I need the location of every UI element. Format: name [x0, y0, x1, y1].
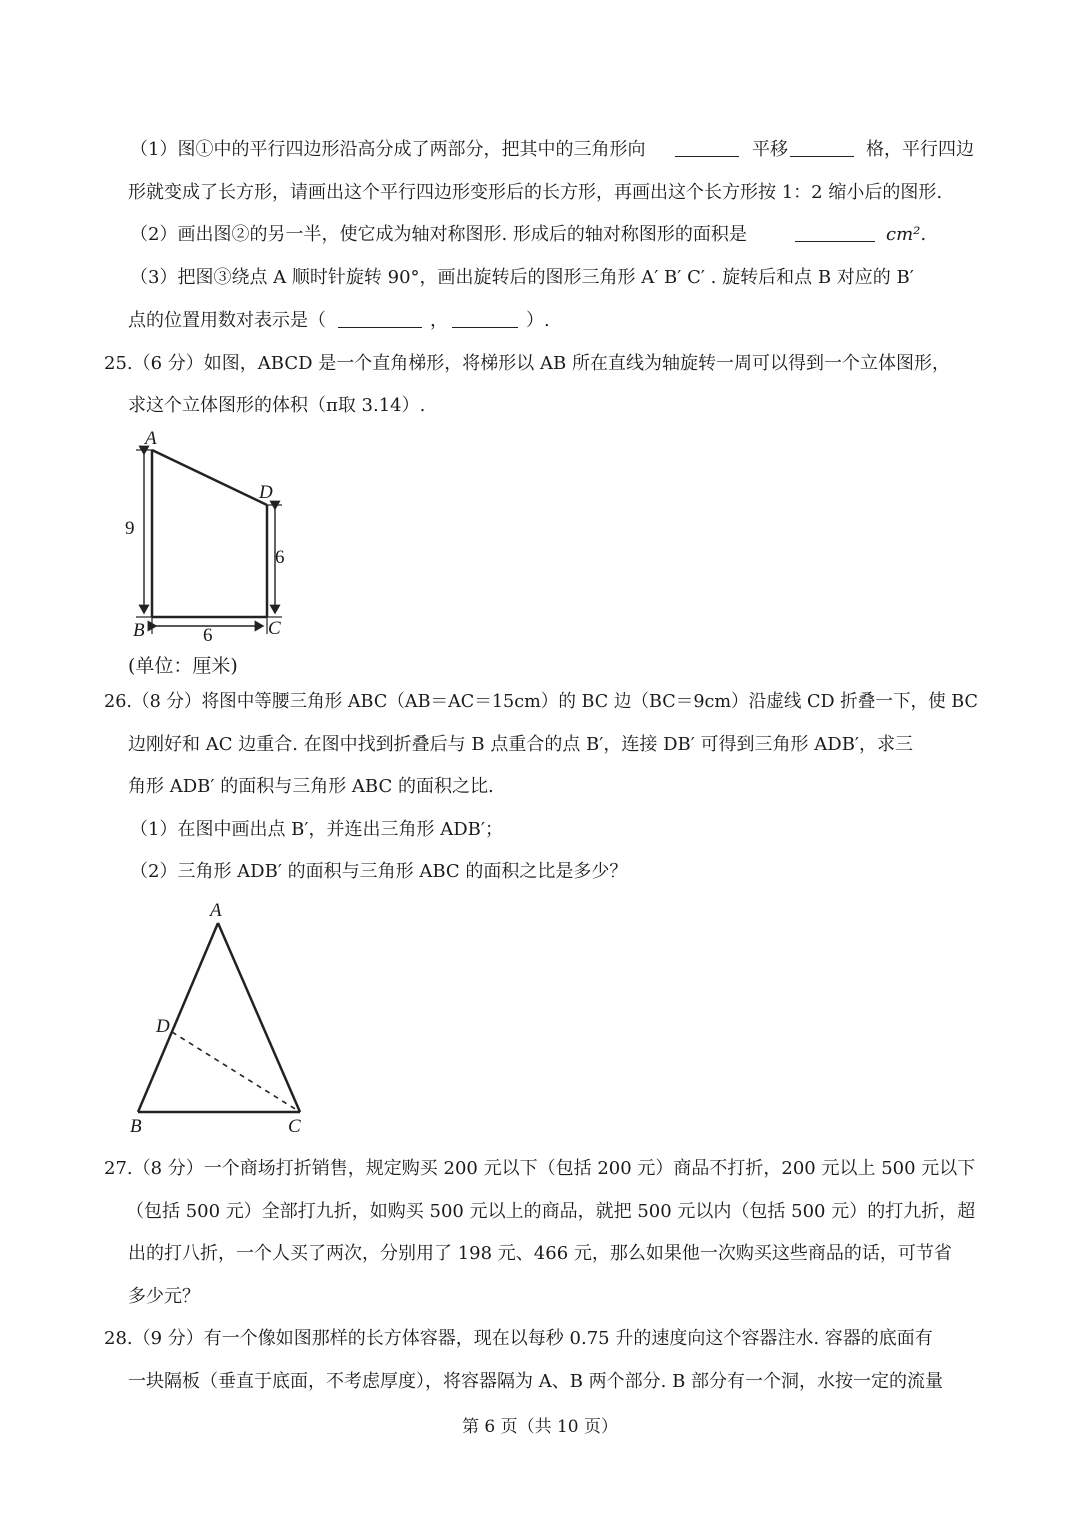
trapezoid-label-d: D	[259, 482, 273, 503]
q26-text-line1: 26.（8 分）将图中等腰三角形 ABC（AB＝AC＝15cm）的 BC 边（BC＝9cm）沿虚线 CD 折叠一下，使 BC	[104, 691, 979, 712]
q24-part3-text-line1: （3）把图③绕点 A 顺时针旋转 90°，画出旋转后的图形三角形 A′ B′ C′ . 旋转后和点 B 对应的 B′	[130, 267, 914, 288]
q24-part1-text-b: 平移	[752, 139, 788, 160]
fold-line-cd	[172, 1032, 300, 1112]
q24-part1-text-a: （1）图①中的平行四边形沿高分成了两部分，把其中的三角形向	[130, 139, 646, 160]
q26-sub2-text: （2）三角形 ADB′ 的面积与三角形 ABC 的面积之比是多少？	[130, 861, 628, 882]
q24-part1-text-line2: 形就变成了长方形，请画出这个平行四边形变形后的长方形，再画出这个长方形按 1：2 缩小后的图形.	[128, 182, 943, 203]
page-footer: 第 6 页（共 10 页）	[461, 1417, 619, 1437]
trapezoid-side-ad	[152, 450, 267, 505]
q25-text-line1: 25.（6 分）如图，ABCD 是一个直角梯形，将梯形以 AB 所在直线为轴旋转一周可以得到一个立体图形，	[104, 353, 950, 374]
q28-text-line2: 一块隔板（垂直于底面，不考虑厚度），将容器隔为 A、B 两个部分. B 部分有一个洞，水按一定的流量	[128, 1371, 944, 1392]
q24-part3-text-a: 点的位置用数对表示是（	[128, 310, 326, 331]
trapezoid-figure	[136, 450, 282, 634]
triangle-label-b: B	[130, 1116, 142, 1137]
q24-part3-text-c: ）.	[526, 310, 550, 331]
q27-text-line3: 出的打八折，一个人买了两次，分别用了 198 元、466 元，那么如果他一次购买这些商品的话，可节省	[128, 1243, 952, 1264]
q27-text-line2: （包括 500 元）全部打九折，如购买 500 元以上的商品，就把 500 元以内（包括 500 元）的打九折，超	[126, 1201, 976, 1222]
triangle-label-d: D	[156, 1016, 170, 1037]
q27-text-line4: 多少元？	[128, 1286, 200, 1307]
q26-sub1-text: （1）在图中画出点 B′，并连出三角形 ADB′；	[130, 819, 503, 840]
q25-text-line2: 求这个立体图形的体积（π取 3.14）.	[128, 395, 426, 416]
trapezoid-length-bc: 6	[203, 625, 213, 646]
trapezoid-label-c: C	[268, 618, 281, 639]
triangle-side-ac	[218, 923, 300, 1112]
trapezoid-unit-caption: (单位：厘米)	[128, 655, 238, 677]
trapezoid-length-ab: 9	[125, 518, 135, 539]
triangle-label-c: C	[288, 1116, 301, 1137]
q24-part2-text: （2）画出图②的另一半，使它成为轴对称图形. 形成后的轴对称图形的面积是	[130, 224, 747, 245]
trapezoid-length-dc: 6	[275, 547, 285, 568]
q24-part1-text-c: 格，平行四边	[866, 139, 974, 160]
trapezoid-label-a: A	[145, 428, 157, 449]
q24-part2-unit: cm².	[886, 224, 927, 245]
triangle-side-ab	[138, 923, 218, 1112]
trapezoid-label-b: B	[133, 620, 145, 641]
q27-text-line1: 27.（8 分）一个商场打折销售，规定购买 200 元以下（包括 200 元）商品不打折，200 元以上 500 元以下	[104, 1158, 976, 1179]
triangle-label-a: A	[210, 900, 222, 921]
q28-text-line1: 28.（9 分）有一个像如图那样的长方体容器，现在以每秒 0.75 升的速度向这个容器注水. 容器的底面有	[104, 1328, 933, 1349]
q24-part3-text-b: ，	[430, 310, 448, 331]
q26-text-line2: 边刚好和 AC 边重合. 在图中找到折叠后与 B 点重合的点 B′，连接 DB′ 可得到三角形 ADB′，求三	[128, 734, 914, 755]
q26-text-line3: 角形 ADB′ 的面积与三角形 ABC 的面积之比.	[128, 776, 494, 797]
